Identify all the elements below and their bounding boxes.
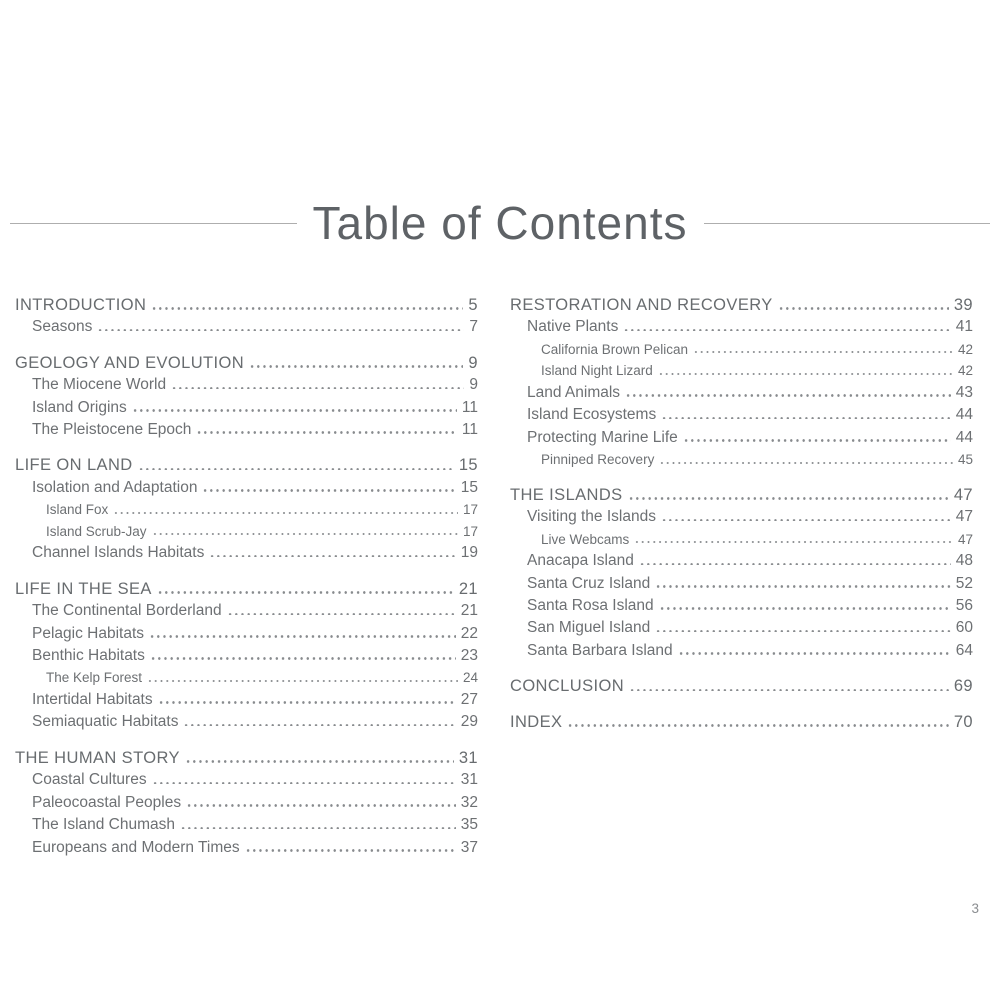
toc-entry-page: 21: [458, 579, 478, 598]
toc-entry-page: 48: [955, 552, 973, 570]
toc-entry-page: 60: [955, 619, 973, 637]
toc-entry: [15, 747, 478, 769]
toc-entry: [15, 837, 478, 859]
toc-entry: [15, 316, 478, 338]
toc-entry-label: Santa Cruz Island: [527, 574, 651, 592]
toc-entry-label: INTRODUCTION: [15, 296, 147, 314]
toc-entry-label: LIFE IN THE SEA: [15, 579, 152, 598]
toc-entry: [15, 600, 478, 622]
dot-leader: [97, 326, 464, 331]
toc-entry: [510, 294, 973, 316]
toc-entry-label: Coastal Cultures: [32, 771, 147, 789]
toc-entry-page: 52: [955, 574, 973, 592]
toc-entry-label: Santa Rosa Island: [527, 597, 654, 615]
toc-entry-label: The Miocene World: [32, 376, 167, 394]
toc-entry: [510, 360, 973, 382]
dot-leader: [186, 802, 456, 807]
title-rule-right: [704, 223, 991, 224]
toc-entry-label: INDEX: [510, 712, 563, 731]
toc-entry-page: 47: [955, 508, 973, 526]
toc-entry-label: Seasons: [32, 318, 93, 336]
dot-leader: [183, 721, 455, 726]
dot-leader: [171, 384, 464, 389]
dot-leader: [623, 326, 950, 331]
toc-entry-page: 23: [460, 647, 478, 665]
dot-leader: [209, 552, 455, 557]
title-rule-left: [10, 223, 297, 224]
toc-entry: [510, 711, 973, 733]
toc-entry: [510, 573, 973, 595]
toc-entry-page: 45: [957, 452, 973, 468]
toc-entry-page: 15: [458, 456, 478, 475]
toc-entry-page: 47: [953, 485, 973, 504]
dot-leader: [185, 758, 454, 763]
toc-entry-label: Island Night Lizard: [541, 363, 653, 379]
toc-entry-page: 42: [957, 341, 973, 357]
toc-entry: [15, 769, 478, 791]
toc-entry: [510, 404, 973, 426]
toc-entry-page: 42: [957, 363, 973, 379]
dot-leader: [567, 722, 948, 727]
toc-entry-page: 64: [955, 641, 973, 659]
toc-entry-label: GEOLOGY AND EVOLUTION: [15, 353, 245, 372]
toc-entry-page: 37: [460, 838, 478, 856]
toc-entry-label: Channel Islands Habitats: [32, 544, 205, 562]
toc-entry-label: LIFE ON LAND: [15, 456, 133, 475]
toc-entry: [510, 617, 973, 639]
toc-entry: [15, 645, 478, 667]
dot-leader: [659, 459, 953, 464]
toc-entry: [510, 640, 973, 662]
dot-leader: [661, 414, 951, 419]
toc-entry-page: 17: [462, 523, 478, 539]
toc-entry-page: 31: [458, 748, 478, 767]
toc-entry-label: The Continental Borderland: [32, 602, 222, 620]
toc-entry-label: Island Scrub-Jay: [46, 523, 147, 539]
toc-entry-label: Intertidal Habitats: [32, 691, 153, 709]
toc-entry-page: 35: [460, 816, 478, 834]
dot-leader: [693, 349, 953, 354]
toc-entry-page: 43: [955, 384, 973, 401]
dot-leader: [152, 531, 458, 536]
toc-entry-page: 31: [460, 771, 478, 789]
toc-column-left: [15, 294, 478, 859]
toc-entry: [510, 484, 973, 506]
toc-entry-page: 22: [460, 624, 478, 642]
toc-entry-label: Pinniped Recovery: [541, 452, 655, 468]
toc-entry-label: The Pleistocene Epoch: [32, 421, 192, 439]
toc-columns: [15, 294, 973, 859]
toc-entry: [15, 814, 478, 836]
toc-entry-label: Island Ecosystems: [527, 406, 657, 424]
dot-leader: [158, 699, 456, 704]
toc-entry: [15, 792, 478, 814]
toc-entry-page: 69: [953, 677, 973, 696]
toc-entry: [15, 397, 478, 419]
toc-entry-label: Protecting Marine Life: [527, 428, 678, 446]
toc-entry-label: THE ISLANDS: [510, 485, 623, 504]
toc-entry-page: 44: [955, 406, 973, 424]
toc-entry: [510, 529, 973, 551]
toc-entry: [510, 427, 973, 449]
toc-entry: [15, 689, 478, 711]
toc-column-right: [510, 294, 973, 859]
toc-entry-label: San Miguel Island: [527, 619, 651, 637]
toc-entry-label: RESTORATION AND RECOVERY: [510, 296, 773, 314]
dot-leader: [147, 677, 458, 682]
toc-entry-page: 39: [953, 296, 973, 314]
toc-entry: [510, 382, 973, 404]
toc-entry: [15, 521, 478, 543]
dot-leader: [683, 437, 951, 442]
toc-entry: [15, 477, 478, 499]
toc-entry: [510, 316, 973, 338]
dot-leader: [659, 605, 951, 610]
dot-leader: [150, 655, 456, 660]
toc-entry-page: 15: [460, 478, 478, 496]
toc-entry-label: Benthic Habitats: [32, 647, 145, 665]
toc-entry-label: Semiaquatic Habitats: [32, 713, 179, 731]
page-number: 3: [971, 901, 979, 916]
toc-entry-label: Anacapa Island: [527, 552, 634, 570]
toc-entry: [510, 339, 973, 361]
toc-entry-label: Pelagic Habitats: [32, 624, 145, 642]
dot-leader: [639, 560, 951, 565]
toc-entry-label: Live Webcams: [541, 531, 630, 547]
toc-entry-label: Island Fox: [46, 502, 109, 518]
dot-leader: [249, 363, 463, 368]
toc-entry-label: Island Origins: [32, 398, 127, 416]
toc-entry-page: 5: [468, 296, 478, 314]
toc-entry-page: 17: [462, 502, 478, 518]
toc-entry-label: Land Animals: [527, 384, 621, 401]
dot-leader: [196, 429, 457, 434]
toc-entry: [510, 675, 973, 697]
toc-entry-page: 7: [469, 318, 478, 336]
dot-leader: [138, 465, 454, 470]
toc-entry-label: The Kelp Forest: [46, 670, 143, 686]
toc-entry-label: California Brown Pelican: [541, 341, 689, 357]
toc-entry: [510, 550, 973, 572]
toc-entry-page: 11: [461, 421, 478, 439]
toc-entry: [510, 449, 973, 471]
dot-leader: [655, 627, 951, 632]
toc-entry-page: 32: [460, 793, 478, 811]
toc-entry: [15, 374, 478, 396]
toc-entry-page: 44: [955, 428, 973, 446]
page-title: Table of Contents: [312, 197, 688, 249]
dot-leader: [113, 509, 458, 514]
toc-entry: [15, 667, 478, 689]
toc-entry: [510, 506, 973, 528]
toc-entry-page: 9: [469, 376, 478, 394]
toc-entry-page: 21: [460, 602, 478, 620]
toc-entry-label: Santa Barbara Island: [527, 641, 673, 659]
toc-entry-page: 19: [460, 544, 478, 562]
toc-entry-label: Paleocoastal Peoples: [32, 793, 182, 811]
dot-leader: [202, 487, 455, 492]
dot-leader: [245, 847, 456, 852]
title-row: [10, 196, 990, 250]
dot-leader: [625, 392, 951, 397]
toc-entry: [15, 578, 478, 600]
dot-leader: [227, 610, 456, 615]
toc-entry-label: Europeans and Modern Times: [32, 838, 240, 856]
dot-leader: [628, 495, 949, 500]
toc-entry-label: Isolation and Adaptation: [32, 478, 198, 496]
toc-entry: [15, 419, 478, 441]
toc-entry: [15, 623, 478, 645]
toc-entry: [15, 542, 478, 564]
toc-entry-page: 9: [468, 353, 478, 372]
dot-leader: [661, 516, 951, 521]
dot-leader: [180, 824, 456, 829]
toc-entry-label: THE HUMAN STORY: [15, 748, 180, 767]
toc-entry: [510, 595, 973, 617]
dot-leader: [149, 633, 456, 638]
dot-leader: [629, 686, 949, 691]
toc-entry-page: 41: [955, 318, 973, 336]
dot-leader: [655, 583, 951, 588]
dot-leader: [151, 305, 463, 310]
toc-entry-page: 47: [957, 531, 973, 547]
toc-entry: [15, 352, 478, 374]
toc-entry-page: 11: [461, 398, 478, 416]
toc-entry-page: 70: [953, 712, 973, 731]
dot-leader: [778, 305, 949, 310]
toc-entry-page: 29: [460, 713, 478, 731]
toc-entry-label: Visiting the Islands: [527, 508, 656, 526]
dot-leader: [132, 407, 457, 412]
toc-entry: [15, 294, 478, 316]
dot-leader: [634, 539, 953, 544]
toc-entry: [15, 454, 478, 476]
toc-entry: [15, 711, 478, 733]
toc-entry-page: 27: [460, 691, 478, 709]
toc-entry-page: 56: [955, 597, 973, 615]
toc-entry: [15, 499, 478, 521]
dot-leader: [152, 779, 456, 784]
toc-entry-label: Native Plants: [527, 318, 619, 336]
dot-leader: [157, 589, 454, 594]
dot-leader: [658, 370, 953, 375]
toc-entry-label: The Island Chumash: [32, 816, 176, 834]
toc-entry-label: CONCLUSION: [510, 677, 625, 696]
toc-entry-page: 24: [462, 670, 478, 686]
dot-leader: [678, 650, 951, 655]
